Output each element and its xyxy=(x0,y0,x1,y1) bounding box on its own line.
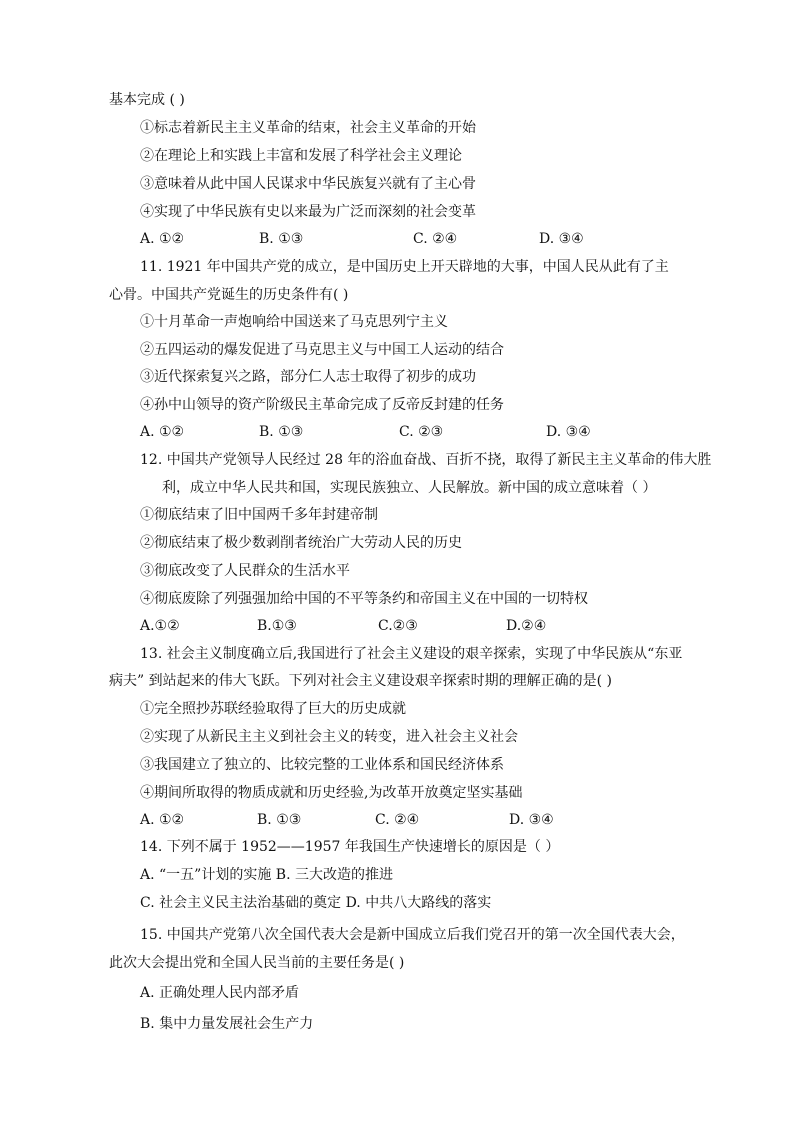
q11-item-4: ④孙中山领导的资产阶级民主革命完成了反帝反封建的任务 xyxy=(140,397,504,413)
q15-stem-line-1: 15. 中国共产党第八次全国代表大会是新中国成立后我们党召开的第一次全国代表大会， xyxy=(140,927,685,943)
q13-option-a: A. ①② xyxy=(140,812,185,828)
q11-option-c: C. ②③ xyxy=(399,424,444,440)
q13-option-c: C. ②④ xyxy=(375,812,420,828)
q13-option-b: B. ①③ xyxy=(257,812,302,828)
q11-option-d: D. ③④ xyxy=(546,424,591,440)
q12-option-a: A.①② xyxy=(140,618,180,634)
q13-stem-line-2: 病夫” 到站起来的伟大飞跃。下列对社会主义建设艰辛探索时期的理解正确的是( ) xyxy=(109,673,612,689)
q10-item-1: ①标志着新民主主义革命的结束，社会主义革命的开始 xyxy=(140,120,476,136)
q14-options-line-2: C. 社会主义民主法治基础的奠定 D. 中共八大路线的落实 xyxy=(140,895,492,911)
q10-option-c: C. ②④ xyxy=(413,231,458,247)
q10-option-d: D. ③④ xyxy=(539,231,584,247)
q11-item-3: ③近代探索复兴之路，部分仁人志士取得了初步的成功 xyxy=(140,369,476,385)
q12-item-4: ④彻底废除了列强强加给中国的不平等条约和帝国主义在中国的一切特权 xyxy=(140,591,588,607)
q14-stem: 14. 下列不属于 1952——1957 年我国生产快速增长的原因是（ ） xyxy=(140,839,560,855)
q11-item-1: ①十月革命一声炮响给中国送来了马克思列宁主义 xyxy=(140,314,448,330)
q12-item-1: ①彻底结束了旧中国两千多年封建帝制 xyxy=(140,507,378,523)
q11-stem-line-2: 心骨。中国共产党诞生的历史条件有( ) xyxy=(109,287,349,303)
q14-options-line-1: A. “一五”计划的实施 B. 三大改造的推进 xyxy=(140,867,393,883)
q12-option-d: D.②④ xyxy=(506,618,547,634)
q13-item-1: ①完全照抄苏联经验取得了巨大的历史成就 xyxy=(140,701,406,717)
q13-item-3: ③我国建立了独立的、比较完整的工业体系和国民经济体系 xyxy=(140,757,504,773)
q13-option-d: D. ③④ xyxy=(509,812,554,828)
q15-option-b: B. 集中力量发展社会生产力 xyxy=(140,1016,314,1032)
q12-item-2: ②彻底结束了极少数剥削者统治广大劳动人民的历史 xyxy=(140,535,462,551)
q12-option-c: C.②③ xyxy=(378,618,418,634)
q10-option-b: B. ①③ xyxy=(259,231,304,247)
q10-item-2: ②在理论上和实践上丰富和发展了科学社会主义理论 xyxy=(140,148,462,164)
q10-option-a: A. ①② xyxy=(140,231,185,247)
q12-option-b: B.①③ xyxy=(257,618,297,634)
q10-stem-end: 基本完成 ( ) xyxy=(109,92,185,108)
q11-stem-line-1: 11. 1921 年中国共产党的成立，是中国历史上开天辟地的大事，中国人民从此有了主 xyxy=(140,259,669,275)
q11-option-a: A. ①② xyxy=(140,424,185,440)
q11-option-b: B. ①③ xyxy=(259,424,304,440)
q15-stem-line-2: 此次大会提出党和全国人民当前的主要任务是( ) xyxy=(109,955,405,971)
q15-option-a: A. 正确处理人民内部矛盾 xyxy=(140,985,300,1001)
q13-item-4: ④期间所取得的物质成就和历史经验,为改革开放奠定坚实基础 xyxy=(140,785,523,801)
q10-item-3: ③意味着从此中国人民谋求中华民族复兴就有了主心骨 xyxy=(140,176,476,192)
q12-item-3: ③彻底改变了人民群众的生活水平 xyxy=(140,563,350,579)
q11-item-2: ②五四运动的爆发促进了马克思主义与中国工人运动的结合 xyxy=(140,342,504,358)
q12-stem-line-2: 利，成立中华人民共和国，实现民族独立、人民解放。新中国的成立意味着（ ） xyxy=(162,480,657,496)
q13-item-2: ②实现了从新民主主义到社会主义的转变，进入社会主义社会 xyxy=(140,729,518,745)
q12-stem-line-1: 12. 中国共产党领导人民经过 28 年的浴血奋战、百折不挠，取得了新民主主义革命的伟大胜 xyxy=(140,452,712,468)
q10-item-4: ④实现了中华民族有史以来最为广泛而深刻的社会变革 xyxy=(140,204,476,220)
q13-stem-line-1: 13. 社会主义制度确立后,我国进行了社会主义建设的艰辛探索，实现了中华民族从“东亚 xyxy=(140,646,683,662)
